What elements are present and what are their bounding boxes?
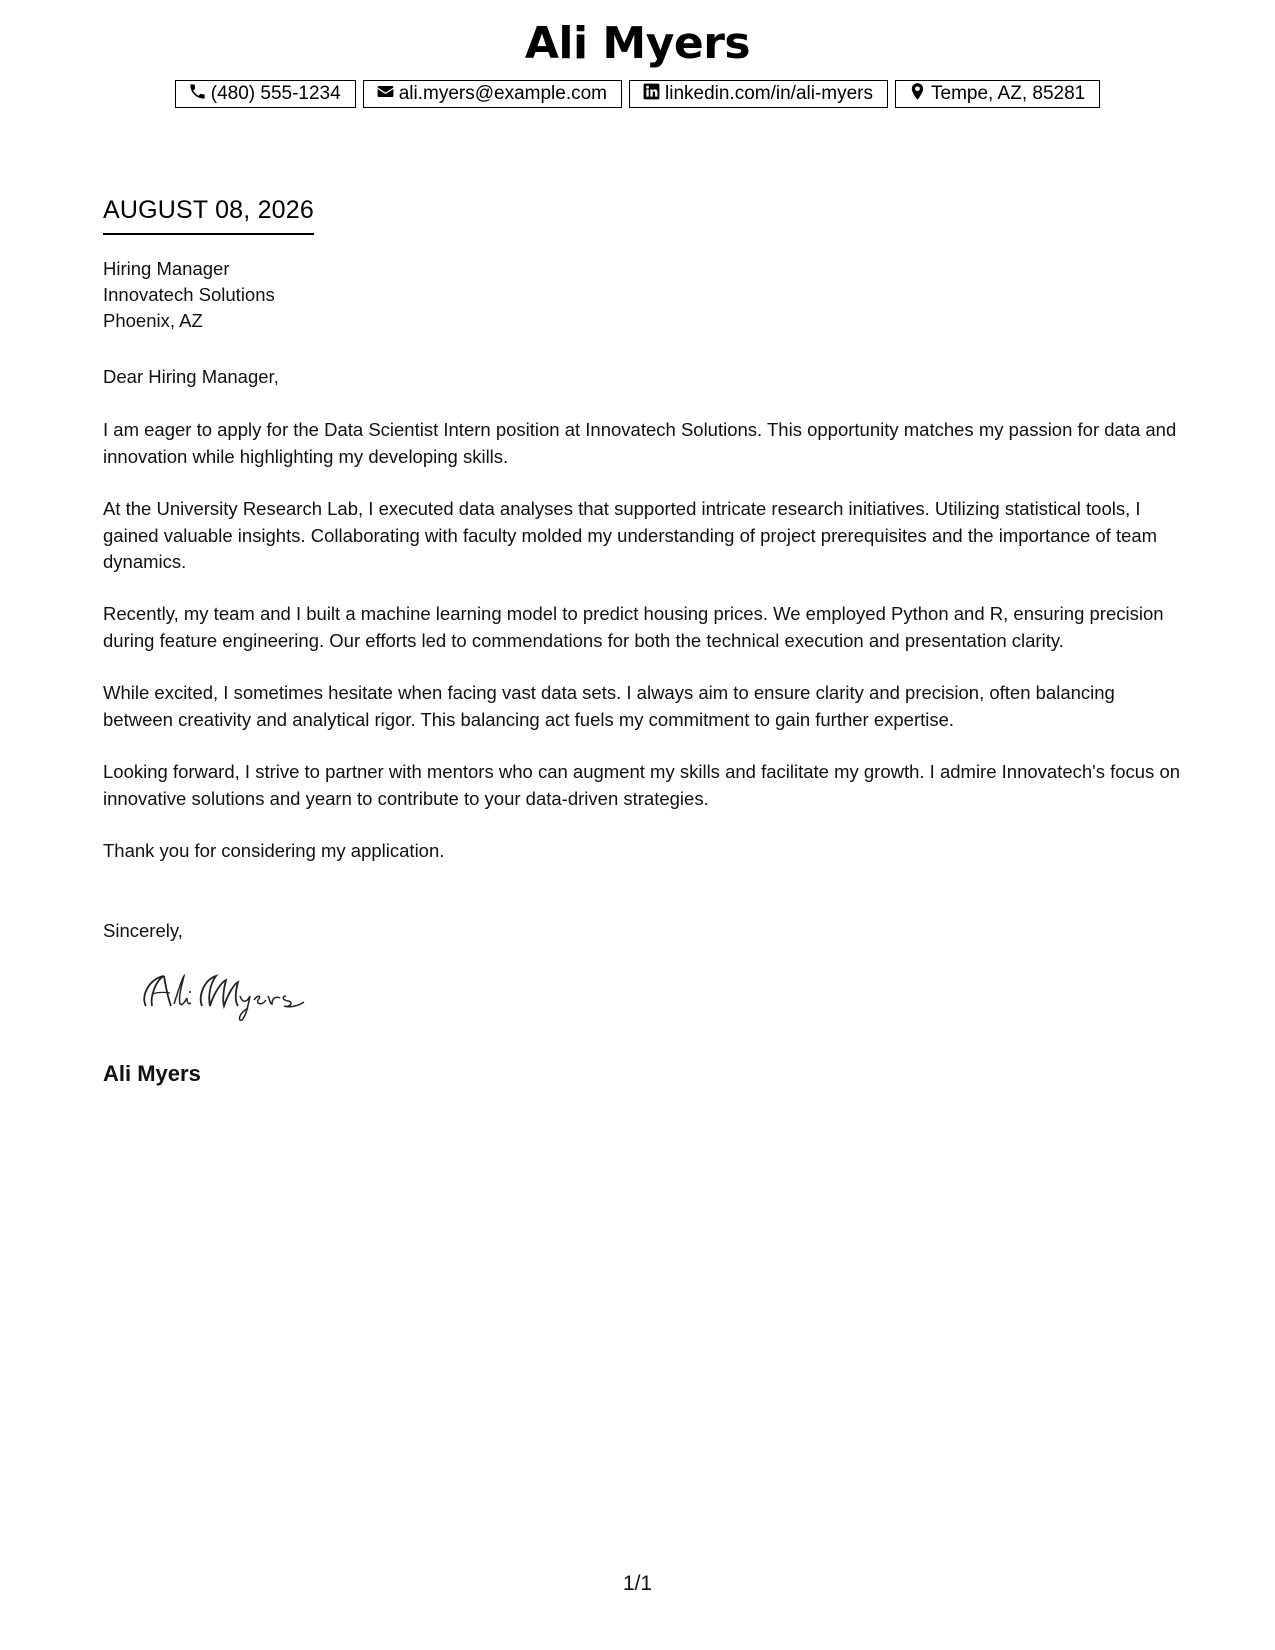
- sign-off: Sincerely,: [103, 920, 183, 941]
- phone-contact: [175, 80, 356, 108]
- signer-name: Ali Myers: [103, 1061, 201, 1086]
- body-paragraph: Recently, my team and I built a machine learning model to predict housing prices. We employed Python and R, ensuring precision during feature engineering. Our efforts led to commendations for both the technical execution and presentation clarity.: [103, 603, 1164, 651]
- recipient-company: Innovatech Solutions: [103, 284, 275, 305]
- body-paragraph: While excited, I sometimes hesitate when facing vast data sets. I always aim to ensure clarity and precision, often balancing between creativity and analytical rigor. This balancing act fuels my commitment to gain further expertise.: [103, 682, 1115, 730]
- body-paragraph: Looking forward, I strive to partner with mentors who can augment my skills and facilitate my growth. I admire Innovatech's focus on innovative solutions and yearn to contribute to your data-driven strategies.: [103, 761, 1181, 809]
- body-paragraph: At the University Research Lab, I executed data analyses that supported intricate research initiatives. Utilizing statistical tools, I gained valuable insights. Collaborating with faculty molded my understanding of project prerequisites and the importance of team dynamics.: [103, 498, 1158, 572]
- phone-icon: [188, 82, 211, 107]
- linkedin-text: linkedin.com/in/ali-myers: [665, 83, 874, 104]
- recipient-block: [103, 256, 275, 334]
- applicant-name-heading: Ali Myers: [524, 18, 751, 69]
- location-contact: [895, 80, 1100, 108]
- location-text: Tempe, AZ, 85281: [931, 83, 1086, 104]
- body-paragraph: I am eager to apply for the Data Scientist Intern position at Innovatech Solutions. This opportunity matches my passion for data and innovation while highlighting my developing skills.: [103, 419, 1177, 467]
- letter-date: AUGUST 08, 2026: [103, 196, 314, 235]
- phone-text: (480) 555-1234: [210, 83, 341, 104]
- handwritten-signature: [138, 966, 338, 1026]
- map-pin-icon: [908, 82, 931, 107]
- page-number: 1/1: [622, 1572, 653, 1595]
- recipient-location: Phoenix, AZ: [103, 310, 203, 331]
- contact-bar: [0, 80, 1275, 108]
- closing-line: Thank you for considering my application.: [103, 840, 445, 861]
- email-text: ali.myers@example.com: [398, 83, 607, 104]
- salutation: Dear Hiring Manager,: [103, 366, 279, 387]
- envelope-icon: [376, 82, 399, 107]
- email-contact: [363, 80, 622, 108]
- recipient-title: Hiring Manager: [103, 258, 230, 279]
- linkedin-icon: [642, 82, 665, 107]
- linkedin-contact: [629, 80, 888, 108]
